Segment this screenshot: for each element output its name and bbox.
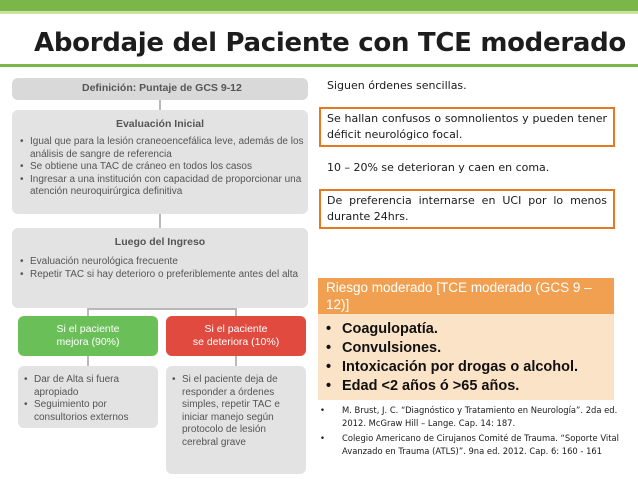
list-item: • Ingresar a una institución con capacidad de proporcionar una atención neuroquirúrgica definitiva: [20, 174, 304, 199]
moderate-risk-heading: Riesgo moderado [TCE moderado (GCS 9 – 12)]: [318, 278, 614, 314]
list-item: • Si el paciente deja de responder a órdenes simples, repetir TAC e iniciar manejo según protocolo de lesión cerebral grave: [172, 374, 302, 450]
top-accent-bar: [0, 0, 638, 11]
definition-box: [12, 78, 308, 100]
reference-item: • M. Brust, J. C. “Diagnóstico y Tratamiento en Neurología”. 2da ed. 2012. McGraw Hill – Lange. Cap. 14: 187.: [319, 404, 619, 430]
connector-line: [159, 214, 161, 228]
slide-title: Abordaje del Paciente con TCE moderado: [34, 28, 626, 58]
references-list: [319, 404, 619, 460]
patient-worsens-line2: se deteriora (10%): [192, 336, 280, 348]
list-item: • Coagulopatía.: [326, 320, 606, 339]
connector-line: [159, 100, 161, 110]
discharge-actions-list: [24, 374, 154, 424]
list-item: • Se obtiene una TAC de cráneo en todos los casos: [20, 161, 304, 174]
list-item: • Repetir TAC si hay deterioro o preferiblemente antes del alta: [20, 269, 304, 282]
moderate-risk-list: [326, 320, 606, 396]
connector-line: [235, 356, 237, 366]
patient-worsens-line1: Si el paciente: [204, 323, 268, 335]
list-item: • Evaluación neurológica frecuente: [20, 256, 304, 269]
initial-evaluation-list: [20, 136, 304, 199]
tce-flowchart: [12, 76, 308, 479]
list-item: • Edad <2 años ó >65 años.: [326, 377, 606, 396]
list-item: • Convulsiones.: [326, 339, 606, 358]
connector-line: [87, 356, 89, 366]
icu-box: De preferencia internarse en UCI por lo menos durante 24hrs.: [319, 189, 615, 229]
connector-line: [87, 308, 89, 316]
confused-box: Se hallan confusos o somnolientos y pueden tener déficit neurológico focal.: [319, 107, 615, 147]
patient-improves-line2: mejora (90%): [56, 336, 120, 348]
worsening-actions-box: [166, 366, 306, 474]
title-divider: [0, 64, 638, 67]
initial-evaluation-heading: Evaluación Inicial: [115, 118, 205, 130]
after-admission-box: [12, 228, 308, 308]
top-accent-stripe: [0, 11, 638, 14]
follows-orders-text: Siguen órdenes sencillas.: [327, 79, 467, 92]
list-item: • Intoxicación por drogas o alcohol.: [326, 358, 606, 377]
discharge-actions-box: [18, 366, 158, 428]
deterioration-text: 10 – 20% se deterioran y caen en coma.: [327, 161, 550, 174]
list-item: • Dar de Alta si fuera apropiado: [24, 374, 154, 399]
definition-label: Definición: Puntaje de GCS 9-12: [82, 82, 242, 94]
list-item: • Igual que para la lesión craneoencefálica leve, además de los análisis de sangre de referencia: [20, 136, 304, 161]
connector-line: [87, 308, 237, 310]
patient-improves-box: [18, 316, 158, 356]
after-admission-list: [20, 256, 304, 281]
initial-evaluation-box: [12, 110, 308, 214]
after-admission-heading: Luego del Ingreso: [114, 236, 206, 248]
list-item: • Seguimiento por consultorios externos: [24, 399, 154, 424]
reference-item: • Colegio Americano de Cirujanos Comité de Trauma. “Soporte Vital Avanzado en Trauma (ATLS)”. 9na ed. 2012. Cap. 6: 160 - 161: [319, 432, 619, 458]
worsening-actions-list: [172, 374, 302, 450]
patient-worsens-box: [166, 316, 306, 356]
connector-line: [235, 308, 237, 316]
patient-improves-line1: Si el paciente: [56, 323, 120, 335]
moderate-risk-list-box: [318, 314, 614, 400]
